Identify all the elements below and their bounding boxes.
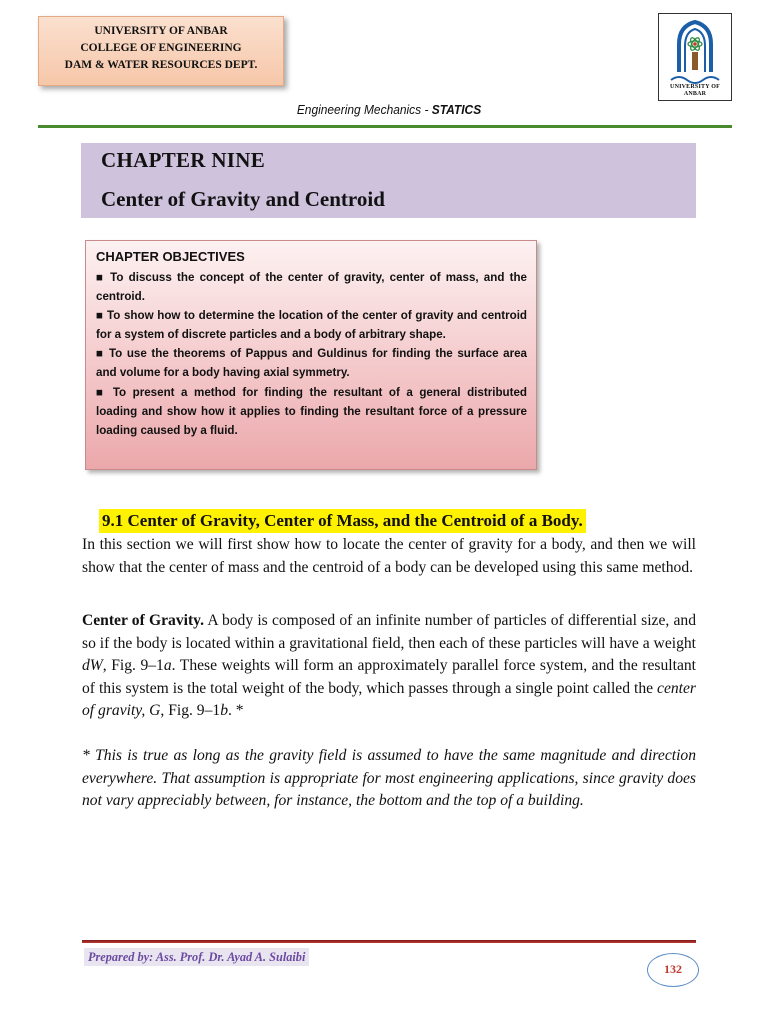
- objective-item: ■ To use the theorems of Pappus and Guldinus for finding the surface area and volume for a body having axial symmetry.: [96, 347, 527, 380]
- chapter-banner: [81, 143, 696, 218]
- cog-dw-symbol: dW: [82, 657, 103, 675]
- cog-text: . *: [228, 702, 244, 720]
- header-divider: [38, 125, 732, 128]
- page-number: 132: [647, 953, 699, 987]
- university-name: UNIVERSITY OF ANBAR: [94, 25, 228, 37]
- footer-divider: [82, 940, 696, 943]
- logo-emblem-icon: [659, 14, 731, 90]
- cog-fig-a: a: [163, 657, 172, 675]
- footnote: * This is true as long as the gravity field is assumed to have the same magnitude and direction everywhere. That assumption is appropriate for most engineering applications, since gravity does not vary appreciably between, for instance, the bottom and the top of a building.: [82, 747, 696, 810]
- cog-text: A body is composed of an infinite number of particles of differential size, and so if the body is located within a gravitational field, then each of these particles will have a weight: [82, 612, 696, 652]
- course-subject: STATICS: [431, 102, 482, 117]
- objective-item: ■ To show how to determine the location of the center of gravity and centroid for a system of discrete particles and a body of arbitrary shape.: [96, 309, 527, 342]
- intro-paragraph: In this section we will first show how to locate the center of gravity for a body, and then we will show that the center of mass and the centroid of a body can be developed using this same method.: [82, 536, 696, 576]
- logo-caption: UNIVERSITY OF ANBAR: [670, 84, 720, 97]
- section-heading: 9.1 Center of Gravity, Center of Mass, and the Centroid of a Body.: [99, 509, 586, 533]
- university-header-box: [38, 16, 284, 86]
- objectives-box: [85, 240, 537, 470]
- cog-text: , Fig. 9–1: [102, 657, 164, 675]
- objective-item: ■ To discuss the concept of the center of gravity, center of mass, and the centroid.: [96, 271, 527, 304]
- cog-text: , Fig. 9–1: [160, 702, 221, 720]
- chapter-number: CHAPTER NINE: [101, 148, 266, 172]
- cog-text: . These weights will form an approximately parallel force system, and the resultant of this system is the total weight of the body, which passes through a single point called the: [82, 657, 696, 697]
- course-title: [31, 102, 747, 117]
- center-of-gravity-label: Center of Gravity.: [82, 612, 205, 629]
- objective-item: ■ To present a method for finding the resultant of a general distributed loading and show how it applies to finding the resultant force of a pressure loading caused by a fluid.: [96, 385, 527, 437]
- cog-fig-b: b: [220, 702, 228, 720]
- center-of-gravity-paragraph: [82, 610, 696, 723]
- university-logo: [658, 13, 732, 101]
- prepared-by: Prepared by: Ass. Prof. Dr. Ayad A. Sulaibi: [84, 948, 309, 966]
- college-name: COLLEGE OF ENGINEERING: [80, 42, 242, 54]
- objectives-heading: CHAPTER OBJECTIVES: [96, 249, 245, 264]
- course-title-text: Engineering Mechanics -: [296, 102, 432, 117]
- cog-term: center of gravity, G: [82, 679, 696, 720]
- chapter-title: Center of Gravity and Centroid: [101, 187, 385, 211]
- department-name: DAM & WATER RESOURCES DEPT.: [64, 59, 258, 71]
